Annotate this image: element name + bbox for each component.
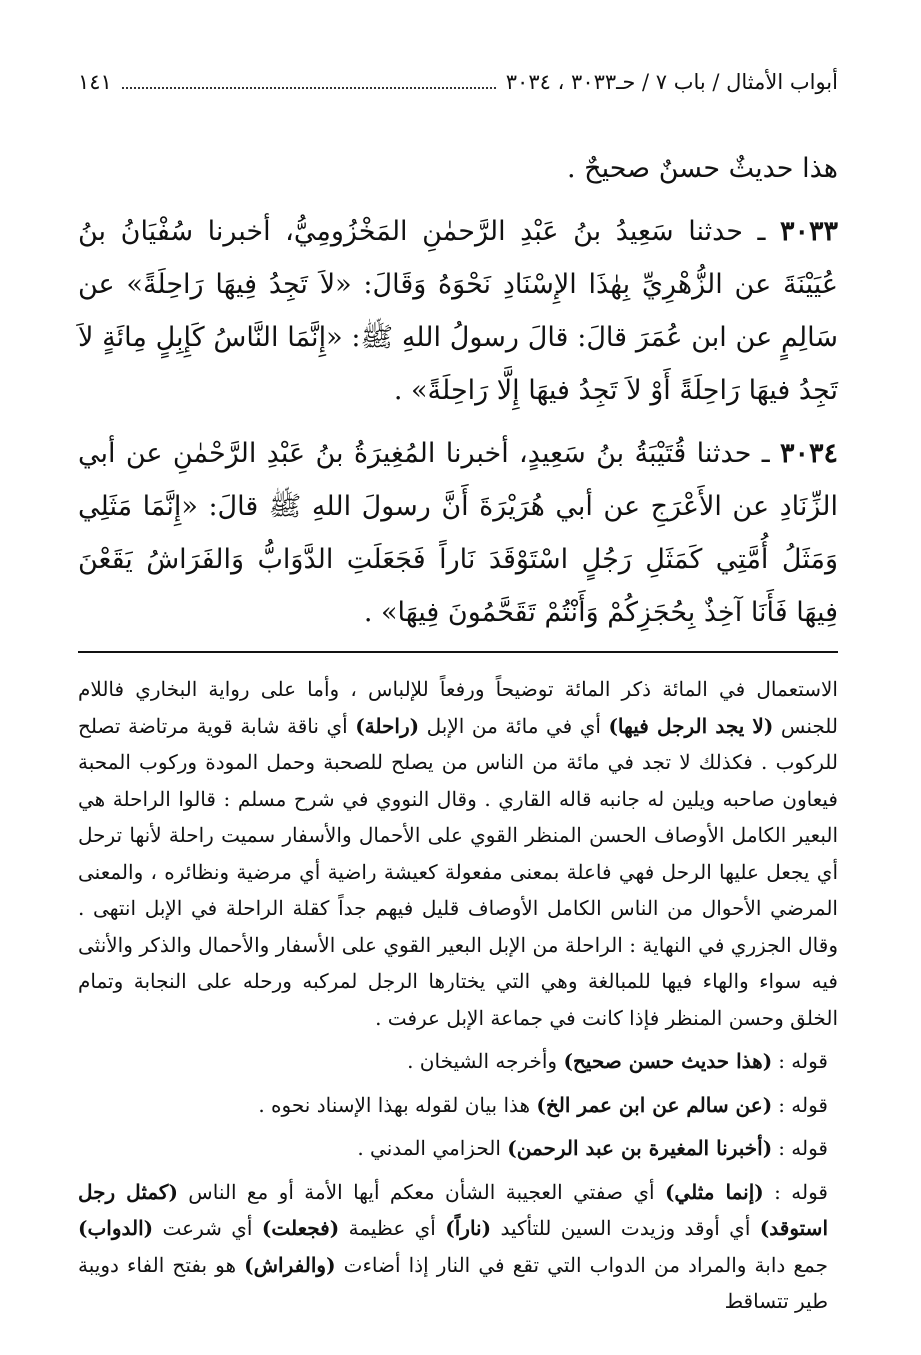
footnote-divider (78, 651, 838, 653)
note-term: (إنما مثلي) (664, 1179, 764, 1204)
note-text: وأخرجه الشيخان . (407, 1049, 564, 1073)
note-term: (أخبرنا المغيرة بن عبد الرحمن) (507, 1136, 773, 1160)
note-term: (فجعلت) (261, 1216, 340, 1240)
header-leader-dots (122, 87, 496, 89)
hadith-body: ـ حدثنا سَعِيدُ بنُ عَبْدِ الرَّحمٰنِ المَخْزُومِيُّ، أخبرنا سُفْيَانُ بنُ عُيَيْنَةَ عن الزُّهْرِيِّ بِهٰذَا الإِسْنَادِ نَحْوَهُ وَقَالَ: «لاَ تَجِدُ فِيهَا رَاحِلَةً» عن سَالِمٍ عن ابن عُمَرَ قالَ: قالَ رسولُ اللهِ ﷺ: «إِنَّمَا النَّاسُ كَإِبِلٍ مِائَةٍ لاَ تَجِدُ فيهَا رَاحِلَةً أَوْ لاَ تَجِدُ فيهَا إِلَّا رَاحِلَةً» . (78, 216, 838, 406)
running-header (78, 62, 838, 102)
note-term: (كمثل رجل استوقد) (78, 1179, 828, 1240)
commentary (78, 671, 838, 1320)
note-text: جمع دابة والمراد من الدواب التي تقع في النار إذا أضاءت (335, 1252, 828, 1277)
hadith-body: ـ حدثنا قُتَيْبَةُ بنُ سَعِيدٍ، أخبرنا المُغِيرَةُ بنُ عَبْدِ الرَّحْمٰنِ عن أبي الزِّنَادِ عن الأَعْرَجِ عن أبي هُرَيْرَةَ أَنَّ رسولَ اللهِ ﷺ قالَ: «إِنَّمَا مَثَلِي وَمَثَلُ أُمَّتِي كَمَثَلِ رَجُلٍ اسْتَوْقَدَ نَاراً فَجَعَلَتِ الدَّوَابُّ وَالفَرَاشُ يَقَعْنَ فِيهَا فَأَنَا آخِذٌ بِحُجَزِكُمْ وَأَنْتُمْ تَقَحَّمُونَ فِيهَا» . (78, 438, 838, 628)
note-term: (والفراش) (244, 1252, 336, 1277)
note-text: أي ناقة شابة قوية مرتاضة تصلح للركوب . فكذلك لا تجد في مائة من الناس من يصلح للصحبة وحمل المودة وركوب المحبة فيعاون صاحبه ويلين له جانبه قاله القاري . وقال النووي في شرح مسلم : قالوا الراحلة هي البعير الكامل الأوصاف الحسن المنظر القوي على الأحمال والأسفار سميت راحلة لأنها ترحل أي يجعل عليها الرحل فهي فاعلة بمعنى مفعولة كعيشة راضية أي مرضية ونظائره ، والمعنى المرضي الأحوال من الناس الكامل الأوصاف قليل فيهم جداً كقلة الراحلة في الإبل انتهى . وقال الجزري في النهاية : الراحلة من الإبل البعير القوي على الأسفار والأحمال والذكر والأنثى فيه سواء والهاء فيها للمبالغة وهي التي يختارها الرجل لمركبه ورحله على النجابة وتمام الخلق وحسن المنظر فإذا كانت في جماعة الإبل عرفت . (78, 713, 838, 1030)
qawl-label: قوله : (774, 1179, 828, 1204)
commentary-qawl-4 (78, 1174, 838, 1320)
note-text: أي في مائة من الإبل (419, 713, 609, 738)
note-term: (ناراً) (445, 1216, 492, 1240)
note-text: أي شرعت (153, 1216, 262, 1240)
note-text: هو بفتح الفاء دويبة طير تتساقط (78, 1252, 828, 1313)
note-text: الحزامي المدني . (357, 1136, 508, 1160)
note-text: أي عظيمة (339, 1216, 446, 1240)
commentary-qawl-2 (78, 1087, 838, 1124)
note-term: (لا يجد الرجل فيها) (608, 713, 774, 738)
hadith-number: ٣٠٣٤ (779, 438, 838, 469)
page-number: ١٤١ (78, 70, 112, 94)
hadith-3033 (78, 205, 838, 417)
note-text: أي أوقد وزيدت السين للتأكيد (491, 1216, 760, 1240)
qawl-label: قوله : (778, 1092, 828, 1117)
commentary-qawl-1 (78, 1043, 838, 1080)
note-term: (عن سالم عن ابن عمر الخ) (536, 1092, 773, 1117)
commentary-paragraph (78, 671, 838, 1036)
intro-line: هذا حديثٌ حسنٌ صحيحٌ . (567, 153, 838, 184)
note-term: (راحلة) (355, 713, 420, 738)
hadith-3034 (78, 427, 838, 639)
header-title: أبواب الأمثال / باب ٧ / حـ٣٠٣٣ ، ٣٠٣٤ (505, 70, 838, 94)
note-text: الاستعمال في المائة ذكر المائة توضيحاً ورفعاً للإلباس ، وأما على رواية البخاري فاللام للجنس (78, 677, 839, 738)
book-page (78, 62, 838, 1327)
qawl-label: قوله : (778, 1049, 828, 1073)
note-term: (الدواب) (78, 1216, 154, 1240)
note-text: أي صفتي العجيبة الشأن معكم أيها الأمة أو مع الناس (177, 1179, 665, 1204)
hadith-number: ٣٠٣٣ (779, 216, 838, 247)
hadith-text (78, 142, 838, 639)
commentary-qawl-3 (78, 1130, 838, 1167)
qawl-label: قوله : (778, 1136, 828, 1160)
note-text: هذا بيان لقوله بهذا الإسناد نحوه . (258, 1092, 537, 1117)
note-term: (هذا حديث حسن صحيح) (563, 1049, 773, 1073)
